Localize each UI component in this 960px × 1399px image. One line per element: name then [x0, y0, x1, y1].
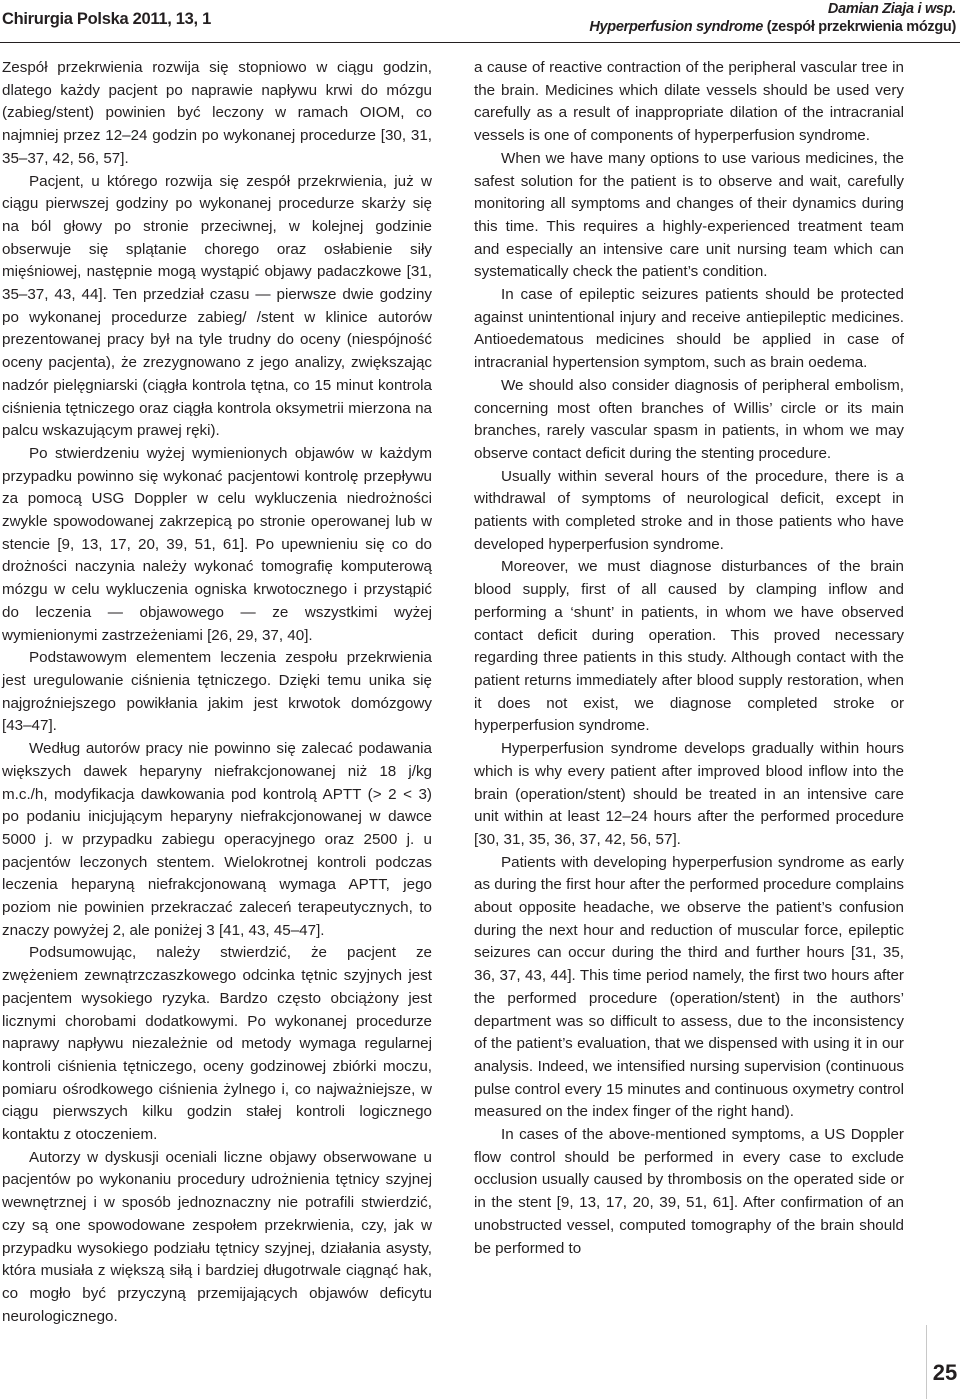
paragraph: Patients with developing hyperperfusion syndrome as early as during the first hour after the performed procedure complains about opposite headache, we observe the patient’s confusion during the next hour and reduction of muscular force, epileptic seizures can occur during the third and further hours [31, 35, 36, 37, 43, 44]. This time period namely, the first two hours after the performed procedure (operation/stent) in the authors’ department was so difficult to assess, due to the inconsistency of the patient’s evaluation, that we dispensed with using it in our analysis. Indeed, we intensified nursing supervision (continuous pulse control every 15 minutes and continuous oxymetry control measured on the index finger of the right hand). [474, 853, 904, 1121]
paragraph: Hyperperfusion syndrome develops gradually within hours which is why every patient after improved blood inflow into the brain (operation/stent) should be treated in an intensive care unit within at least 12–24 hours after the performed procedure [30, 31, 35, 36, 37, 42, 56, 57]. [474, 740, 904, 848]
left-column [2, 57, 432, 1328]
paragraph: Według autorów pracy nie powinno się zalecać podawania większych dawek heparyny niefrakcjonowanej niż 18 j/kg m.c./h, modyfikacja dawkowania pod kontrolą APTT (> 2 < 3) po podaniu inicjującym heparyny niefrakcjonowanej w dawce 5000 j. w przypadku zabiegu operacyjnego oraz 2500 j. u pacjentów leczonych stentem. Wielokrotnej kontroli podczas leczenia heparyną niefrakcjonowaną wymaga APTT, jego poziom nie powinien przekraczać zaleceń terapeutycznych, to znaczy powyżej 2, ale poniżej 3 [41, 43, 45–47]. [2, 740, 432, 939]
paragraph: Zespół przekrwienia rozwija się stopniowo w ciągu godzin, dlatego każdy pacjent po naprawie napływu krwi do mózgu (zabieg/stent) powinien być leczony w ramach OIOM, co najmniej przez 12–24 godzin po wykonanej procedurze [30, 31, 35–37, 42, 56, 57]. [2, 59, 432, 167]
paragraph: Pacjent, u którego rozwija się zespół przekrwienia, już w ciągu pierwszej godziny po wykonanej procedurze skarży się na ból głowy po stronie przeciwnej, w kolejnej godzinie obserwuje się splątanie chorego oraz osłabienie siły mięśniowej, następnie mogą wystąpić objawy padaczkowe [31, 35–37, 43, 44]. Ten przedział czasu — pierwsze dwie godziny po wykonanej procedurze zabieg/ /stent w klinice autorów prezentowanej pracy był na tyle trudny do oceny (niespójność oceny pacjenta), że zrezygnowano z jego analizy, zwiększając nadzór pielęgniarski (ciągła kontrola tętna, co 15 minut kontrola ciśnienia tętniczego oraz ciągła kontrola oksymetrii mierzona na palcu wskazującym prawej ręki). [2, 172, 432, 440]
paragraph: Podsumowując, należy stwierdzić, że pacjent ze zwężeniem zewnątrzczaszkowego odcinka tętnic szyjnych jest pacjentem wysokiego ryzyka. Bardzo często obciążony jest licznymi chorobami dodatkowymi. Po wykonanej procedurze naprawy napływu niezależnie od metody wymaga regularnej kontroli ciśnienia tętniczego, oceny godzinowej zbiórki moczu, pomiaru ośrodkowego ciśnienia żylnego i, co najważniejsze, w ciągu pierwszych kilku godzin stałej kontroli logicznego kontaktu z otoczeniem. [2, 944, 432, 1144]
paragraph: In case of epileptic seizures patients should be protected against unintentional injury and receive antiepileptic medicines. Antioedematous medicines should be applied in case of intracranial hypertension symptom, such as brain oedema. [474, 286, 904, 372]
paragraph: When we have many options to use various medicines, the safest solution for the patient is to observe and wait, carefully monitoring all symptoms and changes of their dynamics during this time. This requires a highly-experienced treatment team and especially an intensive care unit nursing team which can systematically check the patient’s condition. [474, 149, 904, 281]
paragraph: Moreover, we must diagnose disturbances of the brain blood supply, first of all caused by clamping inflow and performing a ‘shunt’ in patients, in whom we have observed contact deficit during operation. This proved necessary regarding three patients in this study. Although contact with the patient returns immediately after blood supply restoration, when it does not exist, we diagnose completed stroke or hyperperfusion syndrome. [474, 558, 904, 735]
right-column [474, 57, 904, 1260]
paragraph: Usually within several hours of the procedure, there is a withdrawal of symptoms of neurological deficit, except in patients with completed stroke and in those patients who have developed hyperperfusion syndrome. [474, 467, 904, 553]
running-header [589, 0, 956, 36]
running-title-italic: Hyperperfusion syndrome [589, 19, 763, 35]
journal-header: Chirurgia Polska 2011, 13, 1 [2, 10, 211, 28]
paragraph: Podstawowym elementem leczenia zespołu przekrwienia jest uregulowanie ciśnienia tętniczego. Dzięki temu unika się najgroźniejszego powikłania jakim jest krwotok domózgowy [43–47]. [2, 649, 432, 735]
header-rule [0, 42, 960, 43]
paragraph: Autorzy w dyskusji oceniali liczne objawy obserwowane u pacjentów po wykonaniu procedury udrożnienia tętnicy szyjnej wewnętrznej i w sposób jednoznaczny nie potrafili stwierdzić, czy są one spowodowane zespołem przekrwienia, czy, jak w przypadku wysokiego podziału tętnicy szyjnej, działania asysty, która musiała z większą siłą i bardziej długotrwale ciągnąć hak, co mogło być przyczyną przemijających objawów deficytu neurologicznego. [2, 1148, 432, 1325]
paragraph: a cause of reactive contraction of the peripheral vascular tree in the brain. Medicines which dilate vessels should be used very carefully as a result of inappropriate dilation of the intracranial vessels is one of components of hyperperfusion syndrome. [474, 59, 904, 145]
paragraph: Po stwierdzeniu wyżej wymienionych objawów w każdym przypadku powinno się wykonać pacjentowi kontrolę przepływu za pomocą USG Doppler w celu wykluczenia niedrożności zwykle spowodowanej zakrzepicą po stronie operowanej lub w stencie [9, 13, 17, 20, 39, 51, 61]. Po upewnieniu się co do drożności naczynia należy wykonać tomografię komputerową mózgu w celu wykluczenia ogniska krwotocznego i przystąpić do leczenia — objawowego — ze wszystkimi wyżej wymienionymi zastrzeżeniami [26, 29, 37, 40]. [2, 444, 432, 644]
running-title-rest: (zespół przekrwienia mózgu) [762, 19, 956, 35]
running-title [589, 18, 956, 36]
authors: Damian Ziaja i wsp. [827, 1, 956, 17]
page-number: 25 [932, 1360, 958, 1385]
paragraph: In cases of the above-mentioned symptoms, a US Doppler flow control should be performed in every case to exclude occlusion usually caused by thrombosis on the operated side or in the stent [9, 13, 17, 20, 39, 51, 61]. After confirmation of an unobstructed vessel, computed tomography of the brain should be performed to [474, 1126, 904, 1257]
paragraph: We should also consider diagnosis of peripheral embolism, concerning most often branches of Willis’ circle or its main branches, rarely vascular spasm in patients, in whom we may observe contact deficit during the stenting procedure. [474, 376, 904, 462]
